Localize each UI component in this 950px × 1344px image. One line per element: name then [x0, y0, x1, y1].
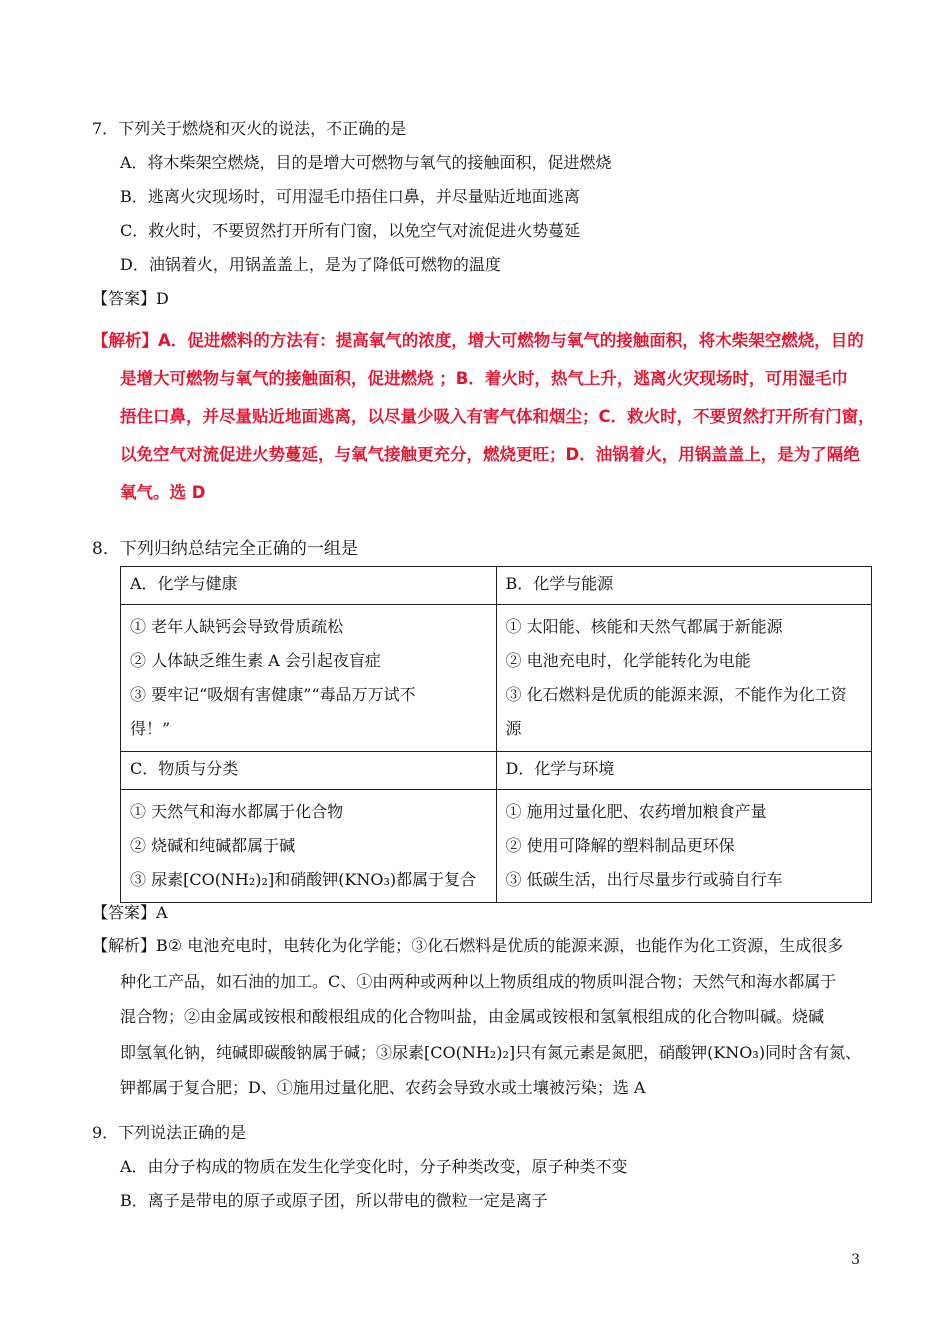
q9-option-a: A．由分子构成的物质在发生化学变化时，分子种类改变，原子种类不变: [120, 1157, 628, 1176]
table-cell-c-head: C．物质与分类: [121, 752, 497, 790]
q8-analysis-line: 【解析】B② 电池充电时，电转化为化学能；③化石燃料是优质的能源来源，也能作为化工资源，生成很多: [92, 936, 844, 955]
q7-option-b: B．逃离火灾现场时，可用湿毛巾捂住口鼻，并尽量贴近地面逃离: [120, 187, 580, 206]
q7-stem: 7．下列关于燃烧和灭火的说法，不正确的是: [92, 119, 407, 138]
table-cell-d-head: D．化学与环境: [496, 752, 872, 790]
list-item: ② 烧碱和纯碱都属于碱: [130, 836, 296, 855]
q7-option-c: C．救火时，不要贸然打开所有门窗，以免空气对流促进火势蔓延: [120, 221, 581, 240]
q8-analysis-line: 即氢氧化钠，纯碱即碳酸钠属于碱；③尿素[CO(NH₂)₂]只有氮元素是氮肥，硝酸钾(KNO₃)同时含有氮、: [120, 1042, 862, 1062]
list-item: ① 太阳能、核能和天然气都属于新能源: [505, 617, 783, 636]
q7-analysis-line: 以免空气对流促进火势蔓延，与氧气接触更充分，燃烧更旺；D．油锅着火，用锅盖盖上，是为了隔绝: [120, 445, 860, 464]
table-cell-a-head: A．化学与健康: [121, 567, 497, 605]
list-item: ③ 化石燃料是优质的能源来源，不能作为化工资: [505, 685, 847, 704]
q7-answer: 【答案】D: [92, 289, 169, 308]
q7-analysis-line: 是增大可燃物与氧气的接触面积，促进燃烧 ；B．着火时，热气上升，逃离火灾现场时，可用湿毛巾: [120, 369, 848, 388]
list-item: 得！”: [130, 719, 171, 738]
q7-analysis-line: 【解析】A．促进燃料的方法有：提高氧气的浓度，增大可燃物与氧气的接触面积，将木柴架空燃烧，目的: [92, 331, 864, 350]
q9-stem: 9．下列说法正确的是: [92, 1123, 247, 1142]
list-item: ① 施用过量化肥、农药增加粮食产量: [505, 802, 767, 821]
q7-option-a: A．将木柴架空燃烧，目的是增大可燃物与氧气的接触面积，促进燃烧: [120, 153, 612, 172]
q8-analysis: [92, 928, 882, 1106]
q7-option-d: D．油锅着火，用锅盖盖上，是为了降低可燃物的温度: [120, 255, 501, 274]
q8-analysis-line: 混合物；②由金属或铵根和酸根组成的化合物叫盐，由金属或铵根和氢氧根组成的化合物叫碱。烧碱: [120, 1007, 825, 1026]
q8-analysis-line: 种化工产品，如石油的加工。C、①由两种或两种以上物质组成的物质叫混合物；天然气和海水都属于: [120, 971, 837, 991]
list-item: ③ 尿素[CO(NH₂)₂]和硝酸钾(KNO₃)都属于复合: [130, 870, 477, 889]
q8-stem: 8．下列归纳总结完全正确的一组是: [92, 539, 358, 559]
q8-answer: 【答案】A: [92, 903, 168, 922]
table-cell-b-body: [496, 605, 872, 752]
list-item: ② 使用可降解的塑料制品更环保: [505, 836, 735, 855]
q7-analysis-line: 捂住口鼻，并尽量贴近地面逃离，以尽量少吸入有害气体和烟尘；C．救火时，不要贸然打开所有门窗，: [120, 407, 875, 426]
list-item: ① 老年人缺钙会导致骨质疏松: [130, 617, 344, 636]
list-item: ③ 低碳生活，出行尽量步行或骑自行车: [505, 870, 783, 889]
list-item: ② 人体缺乏维生素 A 会引起夜盲症: [130, 651, 381, 670]
q8-summary-table: [120, 566, 872, 903]
list-item: ① 天然气和海水都属于化合物: [130, 802, 344, 821]
q8-analysis-line: 钾都属于复合肥；D、①施用过量化肥、农药会导致水或土壤被污染；选 A: [120, 1078, 646, 1097]
table-cell-d-body: [496, 790, 872, 903]
q7-analysis: [92, 322, 875, 512]
q7-analysis-line: 氧气。选 D: [120, 483, 206, 502]
table-cell-b-head: B．化学与能源: [496, 567, 872, 605]
q9-option-b: B．离子是带电的原子或原子团，所以带电的微粒一定是离子: [120, 1191, 548, 1210]
list-item: ③ 要牢记“吸烟有害健康”“毒品万万试不: [130, 685, 416, 704]
page-number: 3: [851, 1252, 860, 1268]
list-item: ② 电池充电时，化学能转化为电能: [505, 651, 751, 670]
table-cell-a-body: [121, 605, 497, 752]
table-cell-c-body: [121, 790, 497, 903]
list-item: 源: [505, 719, 522, 738]
